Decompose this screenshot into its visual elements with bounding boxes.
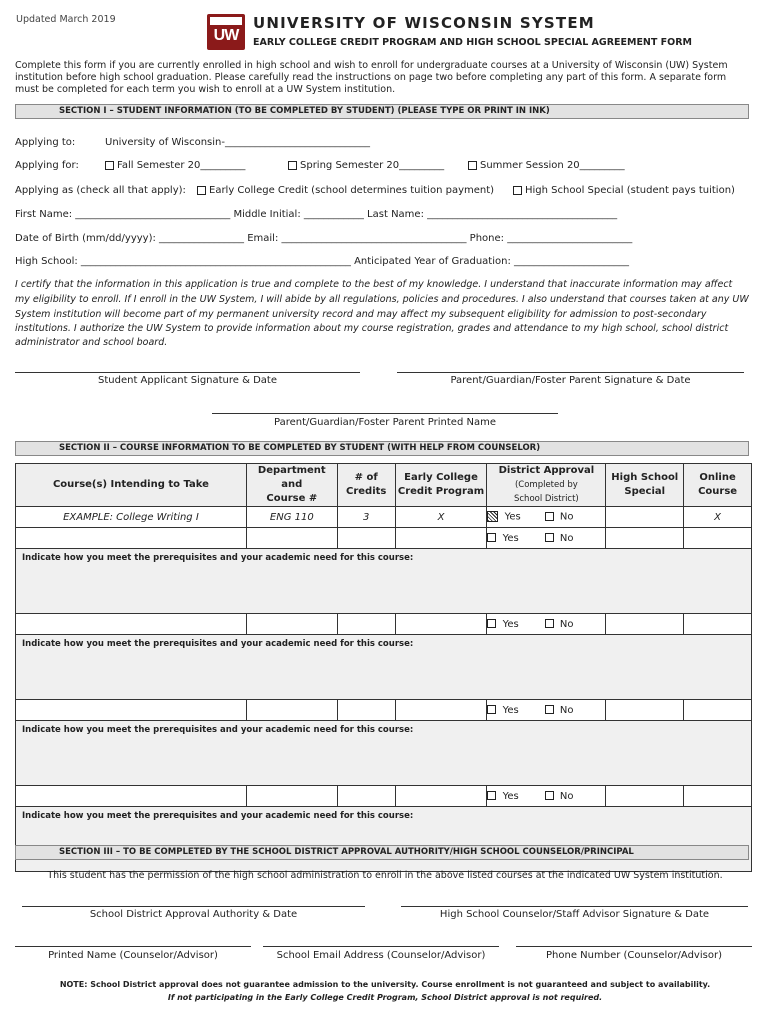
example-hss — [606, 507, 684, 528]
summer-checkbox[interactable] — [468, 161, 477, 170]
student-signature-label: Student Applicant Signature & Date — [98, 375, 277, 386]
ecc-cell[interactable] — [395, 700, 487, 721]
yes-checkbox-checked — [487, 511, 498, 522]
section-2-title: SECTION II – COURSE INFORMATION TO BE COMPLETED BY STUDENT (WITH HELP FROM COUNSELOR) — [15, 441, 749, 456]
certify-line-1: I certify that the information in this application is true and complete to the best of my knowledge. I understand that inaccurate information may affect — [15, 279, 733, 290]
credits-cell[interactable] — [337, 614, 395, 635]
course-row[interactable] — [16, 614, 752, 635]
dept-cell[interactable] — [246, 700, 337, 721]
permission-statement: This student has the permission of the high school administration to enroll in the above listed courses at the indicated UW System institution. — [47, 870, 723, 881]
fall-semester-option[interactable]: Fall Semester 20_________ — [105, 160, 245, 171]
phone-label: Phone Number (Counselor/Advisor) — [546, 950, 722, 961]
online-cell[interactable] — [684, 614, 752, 635]
early-college-option[interactable]: Early College Credit (school determines tuition payment) — [197, 185, 494, 196]
credits-cell[interactable] — [337, 700, 395, 721]
prereq-field[interactable]: Indicate how you meet the prerequisites and your academic need for this course: — [16, 721, 752, 786]
online-cell[interactable] — [684, 700, 752, 721]
district-approval-cell: Yes No — [487, 700, 606, 721]
dept-cell[interactable] — [246, 786, 337, 807]
student-signature-line[interactable] — [15, 372, 360, 373]
early-college-checkbox[interactable] — [197, 186, 206, 195]
hss-cell[interactable] — [606, 700, 684, 721]
ecc-cell[interactable] — [395, 786, 487, 807]
col-district-header: District Approval (Completed by School District) — [487, 464, 606, 507]
dept-cell[interactable] — [246, 528, 337, 549]
course-name-cell[interactable] — [16, 528, 247, 549]
dept-cell[interactable] — [246, 614, 337, 635]
section-1-title: SECTION I – STUDENT INFORMATION (TO BE COMPLETED BY STUDENT) (PLEASE TYPE OR PRINT IN INK) — [15, 104, 749, 119]
applying-to-label: Applying to: — [15, 137, 76, 148]
example-credits: 3 — [337, 507, 395, 528]
certify-line-2: my eligibility to enroll. If I enroll in the UW System, I will abide by all regulations, policies and procedures. I also understand that courses taken at any UW — [15, 294, 749, 305]
yes-checkbox[interactable] — [487, 533, 496, 542]
district-signature-line[interactable] — [22, 906, 365, 907]
certify-line-4: institutions. I authorize the UW System to provide information about my course registration, grades and attendance to my high school, school district — [15, 323, 729, 334]
online-cell[interactable] — [684, 528, 752, 549]
section-3-title: SECTION III – TO BE COMPLETED BY THE SCHOOL DISTRICT APPROVAL AUTHORITY/HIGH SCHOOL COUNSELOR/PRINCIPAL — [15, 845, 749, 860]
yes-checkbox[interactable] — [487, 705, 496, 714]
course-name-cell[interactable] — [16, 786, 247, 807]
ecc-cell[interactable] — [395, 614, 487, 635]
applying-to-field[interactable]: University of Wisconsin-_____________________________ — [105, 137, 370, 148]
printed-name-line[interactable] — [15, 946, 251, 947]
prereq-row[interactable] — [16, 635, 752, 700]
course-name-cell[interactable] — [16, 700, 247, 721]
example-district-approval: Yes No — [487, 507, 606, 528]
district-signature-label: School District Approval Authority & Date — [89, 909, 298, 920]
course-table — [15, 463, 752, 872]
hs-special-option[interactable]: High School Special (student pays tuition) — [513, 185, 735, 196]
prereq-field[interactable]: Indicate how you meet the prerequisites and your academic need for this course: — [16, 807, 752, 872]
fall-checkbox[interactable] — [105, 161, 114, 170]
example-course: EXAMPLE: College Writing I — [16, 507, 247, 528]
note-line-1: NOTE: School District approval does not guarantee admission to the university. Course enrollment is not guaranteed and subject to availability. — [59, 980, 711, 989]
col-credits-header: # of Credits — [337, 464, 395, 507]
form-org-title: UNIVERSITY OF WISCONSIN SYSTEM — [253, 14, 595, 32]
district-approval-cell: Yes No — [487, 786, 606, 807]
certify-line-3: System institution will become part of my permanent university record and may affect my subsequent eligibility for admission to post-secondary — [15, 309, 707, 320]
high-school-fields[interactable]: High School: ______________________________________________________ Anticipated Year of Graduation: _______________________ — [15, 256, 629, 267]
course-name-cell[interactable] — [16, 614, 247, 635]
spring-semester-option[interactable]: Spring Semester 20_________ — [288, 160, 444, 171]
example-row — [16, 507, 752, 528]
no-checkbox — [545, 512, 554, 521]
prereq-field[interactable]: Indicate how you meet the prerequisites and your academic need for this course: — [16, 549, 752, 614]
yes-checkbox[interactable] — [487, 619, 496, 628]
intro-line-1: Complete this form if you are currently enrolled in high school and wish to enroll for undergraduate courses at a University of Wisconsin (UW) System — [15, 60, 728, 71]
note-line-2: If not participating in the Early College Credit Program, School District approval is not required. — [167, 993, 603, 1002]
dob-email-phone-fields[interactable]: Date of Birth (mm/dd/yyyy): _________________ Email: _____________________________________ Phone: _________________________ — [15, 233, 633, 244]
uw-logo — [207, 14, 245, 50]
applying-as-label: Applying as (check all that apply): — [15, 185, 186, 196]
example-ecc: X — [395, 507, 487, 528]
updated-date: Updated March 2019 — [16, 14, 116, 25]
col-course-header: Course(s) Intending to Take — [16, 464, 247, 507]
hss-cell[interactable] — [606, 786, 684, 807]
prereq-field[interactable]: Indicate how you meet the prerequisites and your academic need for this course: — [16, 635, 752, 700]
printed-name-label: Printed Name (Counselor/Advisor) — [48, 950, 218, 961]
intro-line-3: must be completed for each term you wish to enroll at a UW System institution. — [15, 84, 396, 95]
prereq-row[interactable] — [16, 721, 752, 786]
course-row[interactable] — [16, 700, 752, 721]
col-ecc-header: Early College Credit Program — [395, 464, 487, 507]
course-row[interactable] — [16, 528, 752, 549]
form-subtitle: EARLY COLLEGE CREDIT PROGRAM AND HIGH SCHOOL SPECIAL AGREEMENT FORM — [253, 37, 693, 48]
parent-signature-line[interactable] — [397, 372, 744, 373]
prereq-row[interactable] — [16, 807, 752, 872]
no-checkbox[interactable] — [545, 791, 554, 800]
hss-cell[interactable] — [606, 528, 684, 549]
intro-line-2: institution before high school graduation. Please carefully read the instructions on page two before completing any part of this form. A separate form — [15, 72, 727, 83]
name-fields[interactable]: First Name: _______________________________ Middle Initial: ____________ Last Name: ______________________________________ — [15, 209, 618, 220]
credits-cell[interactable] — [337, 528, 395, 549]
parent-printed-line[interactable] — [212, 413, 558, 414]
course-row[interactable] — [16, 786, 752, 807]
ecc-cell[interactable] — [395, 528, 487, 549]
parent-printed-label: Parent/Guardian/Foster Parent Printed Name — [274, 417, 496, 428]
spring-checkbox[interactable] — [288, 161, 297, 170]
hss-cell[interactable] — [606, 614, 684, 635]
col-online-header: Online Course — [684, 464, 752, 507]
summer-session-option[interactable]: Summer Session 20_________ — [468, 160, 625, 171]
no-checkbox[interactable] — [545, 533, 554, 542]
col-dept-header: Department and Course # — [246, 464, 337, 507]
parent-signature-label: Parent/Guardian/Foster Parent Signature & Date — [450, 375, 691, 386]
certify-line-5: administrator and school board. — [15, 337, 168, 348]
example-online: X — [684, 507, 752, 528]
example-dept: ENG 110 — [246, 507, 337, 528]
hs-special-checkbox[interactable] — [513, 186, 522, 195]
no-checkbox[interactable] — [545, 705, 554, 714]
course-table-header — [16, 464, 752, 507]
online-cell[interactable] — [684, 786, 752, 807]
district-approval-cell: Yes No — [487, 528, 606, 549]
logo-text: UW — [213, 27, 239, 44]
prereq-row[interactable] — [16, 549, 752, 614]
counselor-signature-label: High School Counselor/Staff Advisor Signature & Date — [439, 909, 710, 920]
phone-line[interactable] — [516, 946, 752, 947]
yes-checkbox[interactable] — [487, 791, 496, 800]
counselor-signature-line[interactable] — [401, 906, 748, 907]
applying-for-label: Applying for: — [15, 160, 79, 171]
no-checkbox[interactable] — [545, 619, 554, 628]
col-hss-header: High School Special — [606, 464, 684, 507]
school-email-label: School Email Address (Counselor/Advisor) — [276, 950, 486, 961]
district-approval-cell: Yes No — [487, 614, 606, 635]
credits-cell[interactable] — [337, 786, 395, 807]
school-email-line[interactable] — [263, 946, 499, 947]
